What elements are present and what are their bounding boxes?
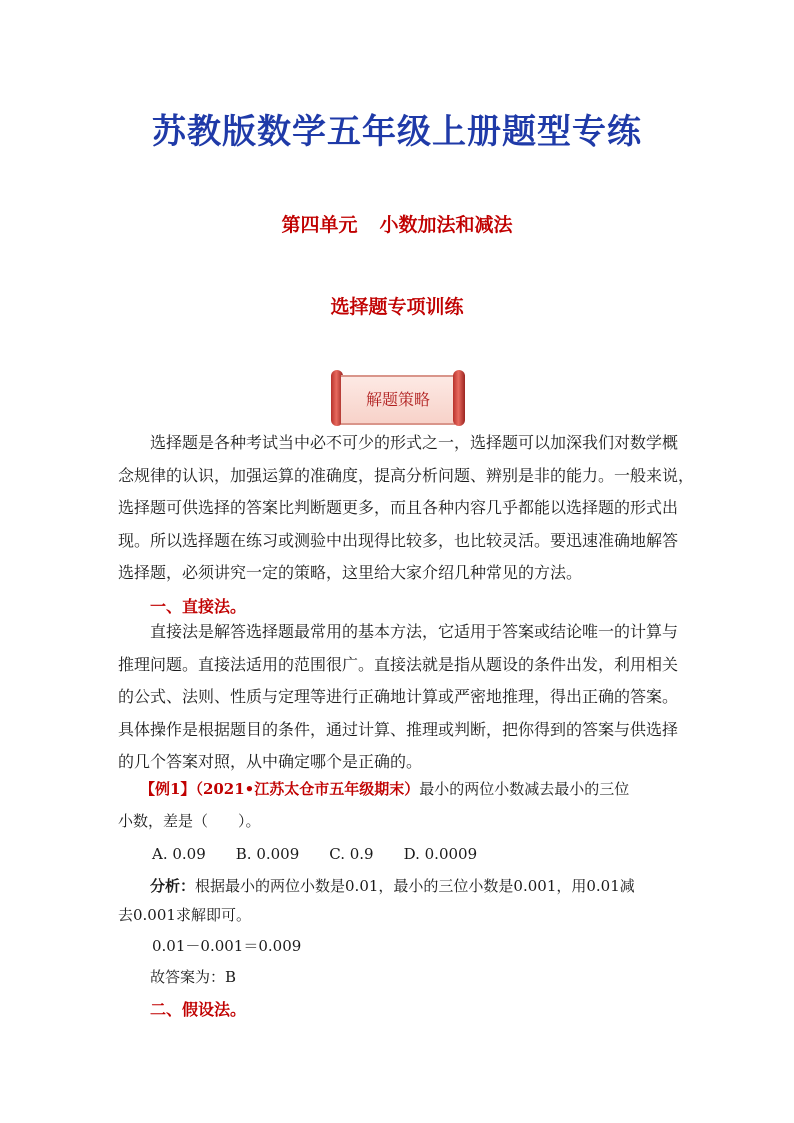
example1-tag: 【例1】 — [140, 780, 196, 798]
section2-heading: 二、假设法。 — [150, 1000, 247, 1019]
intro-line: 念规律的认识，加强运算的准确度，提高分析问题、辨别是非的能力。一般来说， — [118, 465, 695, 485]
analysis-label: 分析： — [150, 877, 196, 895]
example1-options: A. 0.09 B. 0.009 C. 0.9 D. 0.0009 — [152, 845, 478, 863]
section-subtitle: 选择题专项训练 — [330, 296, 464, 318]
document-title: 苏教版数学五年级上册题型专练 — [152, 112, 642, 152]
example1-question-line2: 小数，差是（ ）。 — [118, 812, 261, 830]
example1-equation: 0.01－0.001＝0.009 — [152, 937, 302, 955]
intro-line: 现。所以选择题在练习或测验中出现得比较多，也比较灵活。要迅速准确地解答 — [118, 530, 679, 550]
section1-line: 的公式、法则、性质与定理等进行正确地计算或严密地推理，得出正确的答案。 — [118, 687, 679, 706]
intro-paragraph — [118, 427, 695, 590]
section1-heading: 一、直接法。 — [150, 597, 247, 616]
section1-line: 的几个答案对照，从中确定哪个是正确的。 — [118, 752, 423, 771]
unit-number: 第四单元 — [281, 214, 358, 236]
example1-analysis-line1 — [150, 875, 635, 896]
example1-question-text: 最小的两位小数减去最小的三位 — [419, 780, 630, 798]
section1-line: 直接法是解答选择题最常用的基本方法，它适用于答案或结论唯一的计算与 — [150, 622, 679, 641]
section1-paragraph — [118, 616, 678, 779]
example1-source: （2021•江苏太仓市五年级期末） — [195, 780, 420, 798]
example1-question-line1 — [140, 778, 629, 799]
banner-label: 解题策略 — [365, 390, 430, 409]
section1-line: 推理问题。直接法适用的范围很广。直接法就是指从题设的条件出发，利用相关 — [118, 654, 679, 674]
section1-line: 具体操作是根据题目的条件，通过计算、推理或判断，把你得到的答案与供选择 — [118, 719, 679, 739]
unit-name: 小数加法和减法 — [379, 214, 513, 236]
strategy-scroll-banner — [331, 370, 465, 426]
intro-line: 选择题，必须讲究一定的策略，这里给大家介绍几种常见的方法。 — [118, 563, 583, 582]
intro-line: 选择题是各种考试当中必不可少的形式之一，选择题可以加深我们对数学概 — [150, 433, 679, 452]
analysis-text: 根据最小的两位小数是0.01，最小的三位小数是0.001，用0.01减 — [195, 877, 635, 895]
example1-analysis-line2: 去0.001求解即可。 — [118, 906, 251, 924]
intro-line: 选择题可供选择的答案比判断题更多，而且各种内容几乎都能以选择题的形式出 — [118, 498, 679, 517]
example1-answer: 故答案为：B — [150, 968, 237, 986]
unit-title — [0, 210, 794, 237]
